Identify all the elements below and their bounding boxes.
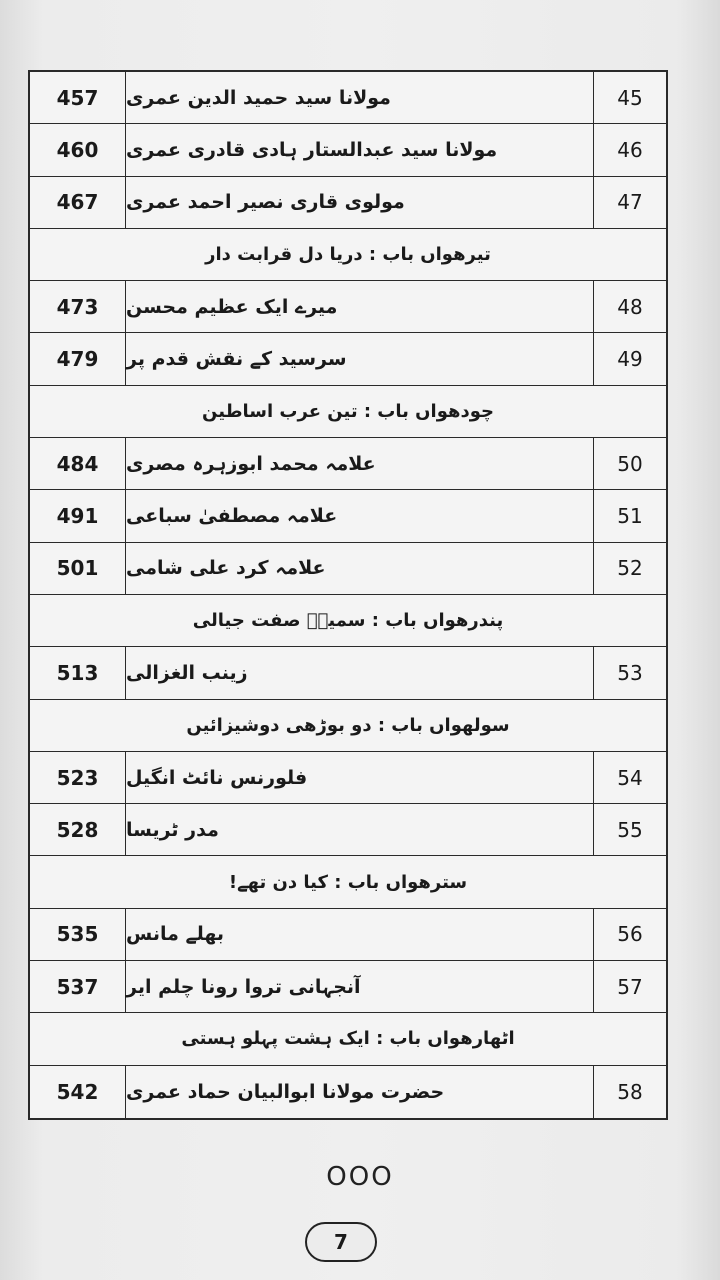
toc-title: علامہ کرد علی شامی: [126, 543, 594, 594]
toc-row: [30, 752, 666, 804]
toc-page-number: 457: [30, 72, 126, 123]
toc-page-number: 535: [30, 909, 126, 960]
ornament: OOO: [326, 1162, 394, 1192]
toc-title: حضرت مولانا ابوالبیان حماد عمری: [126, 1066, 594, 1118]
chapter-heading: تیرھواں باب : دریا دل قرابت دار: [30, 229, 666, 281]
toc-row: [30, 543, 666, 595]
toc-entry-number: 57: [617, 974, 643, 999]
toc-row: [30, 647, 666, 699]
toc-entry-number: 47: [617, 190, 643, 215]
toc-page-number: 501: [30, 543, 126, 594]
toc-row: [30, 804, 666, 856]
toc-title: فلورنس نائٹ انگیل: [126, 752, 594, 803]
toc-entry-number: 45: [617, 85, 643, 110]
chapter-heading: چودھواں باب : تین عرب اساطین: [30, 386, 666, 438]
toc-page-number: 523: [30, 752, 126, 803]
toc-row: [30, 72, 666, 124]
toc-entry-number: 50: [617, 451, 643, 476]
toc-entry-number: 55: [617, 817, 643, 842]
toc-row: [30, 909, 666, 961]
toc-row: [30, 177, 666, 229]
toc-page-number: 491: [30, 490, 126, 541]
toc-row: [30, 281, 666, 333]
toc-entry-number: 46: [617, 137, 643, 162]
chapter-heading: پندرھواں باب : سمیہؓ صفت جیالی: [30, 595, 666, 647]
chapter-heading: سولھواں باب : دو بوڑھی دوشیزائیں: [30, 700, 666, 752]
toc-row: [30, 124, 666, 176]
toc-page-number: 467: [30, 177, 126, 228]
toc-title: مولانا سید حمید الدین عمری: [126, 72, 594, 123]
toc-row: [30, 961, 666, 1013]
toc-entry-number: 58: [617, 1079, 643, 1104]
toc-page-number: 537: [30, 961, 126, 1012]
toc-entry-number: 52: [617, 556, 643, 581]
toc-row: [30, 438, 666, 490]
page-number: 7: [305, 1222, 377, 1262]
toc-page-number: 528: [30, 804, 126, 855]
toc-entry-number: 49: [617, 347, 643, 372]
toc-entry-number: 56: [617, 922, 643, 947]
chapter-heading: سترھواں باب : کیا دن تھے!: [30, 856, 666, 908]
toc-title: مولوی قاری نصیر احمد عمری: [126, 177, 594, 228]
toc-page-number: 460: [30, 124, 126, 175]
toc-page-number: 484: [30, 438, 126, 489]
toc-row: [30, 490, 666, 542]
toc-title: زینب الغزالی: [126, 647, 594, 698]
toc-title: علامہ محمد ابوزہرہ مصری: [126, 438, 594, 489]
toc-page-number: 479: [30, 333, 126, 384]
toc-title: مدر ٹریسا: [126, 804, 594, 855]
chapter-heading: اٹھارھواں باب : ایک ہشت پہلو ہستی: [30, 1013, 666, 1065]
toc-page-number: 473: [30, 281, 126, 332]
toc-title: مولانا سید عبدالستار ہادی قادری عمری: [126, 124, 594, 175]
toc-title: بھلے مانس: [126, 909, 594, 960]
table-of-contents: [28, 70, 668, 1120]
toc-entry-number: 51: [617, 504, 643, 529]
toc-title: سرسید کے نقش قدم پر: [126, 333, 594, 384]
toc-page-number: 513: [30, 647, 126, 698]
toc-title: آنجہانی تروا رونا چلم ایر: [126, 961, 594, 1012]
toc-page-number: 542: [30, 1066, 126, 1118]
toc-title: علامہ مصطفیٰ سباعی: [126, 490, 594, 541]
toc-entry-number: 53: [617, 660, 643, 685]
toc-row: [30, 1066, 666, 1118]
toc-title: میرے ایک عظیم محسن: [126, 281, 594, 332]
toc-entry-number: 54: [617, 765, 643, 790]
toc-entry-number: 48: [617, 294, 643, 319]
toc-row: [30, 333, 666, 385]
